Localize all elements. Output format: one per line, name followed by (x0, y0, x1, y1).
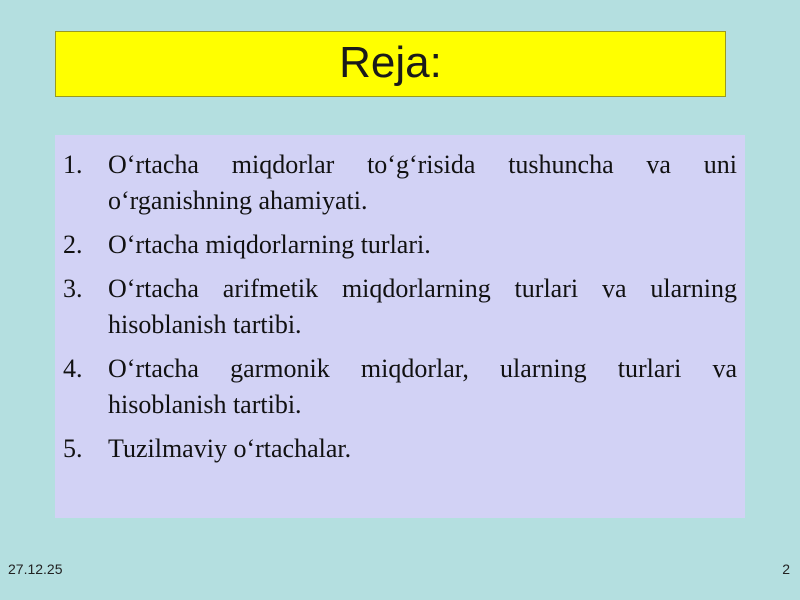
plan-item-2 (63, 227, 737, 263)
plan-item-number: 1. (63, 150, 83, 179)
title-box (55, 31, 726, 97)
plan-item-number: 4. (63, 354, 83, 383)
footer-page-number: 2 (782, 561, 790, 577)
content-box (55, 135, 745, 518)
plan-item-text: Tuzilmaviy o‘rtachalar. (108, 434, 352, 463)
plan-item-text: O‘rtacha miqdorlarning turlari. (108, 230, 431, 259)
plan-item-text: O‘rtacha garmonik miqdorlar, ularning turlari va hisoblanish tartibi. (108, 354, 737, 419)
plan-item-text: O‘rtacha miqdorlar to‘g‘risida tushuncha va uni o‘rganishning ahamiyati. (108, 150, 737, 215)
slide-title: Reja: (339, 38, 442, 87)
plan-item-number: 5. (63, 434, 83, 463)
plan-item-1 (63, 147, 737, 219)
plan-item-3 (63, 271, 737, 343)
plan-item-4 (63, 351, 737, 423)
plan-item-5 (63, 431, 737, 467)
plan-list (63, 147, 737, 467)
plan-item-number: 3. (63, 274, 83, 303)
footer-date: 27.12.25 (8, 561, 63, 577)
plan-item-text: O‘rtacha arifmetik miqdorlarning turlari va ularning hisoblanish tartibi. (108, 274, 737, 339)
plan-item-number: 2. (63, 230, 83, 259)
